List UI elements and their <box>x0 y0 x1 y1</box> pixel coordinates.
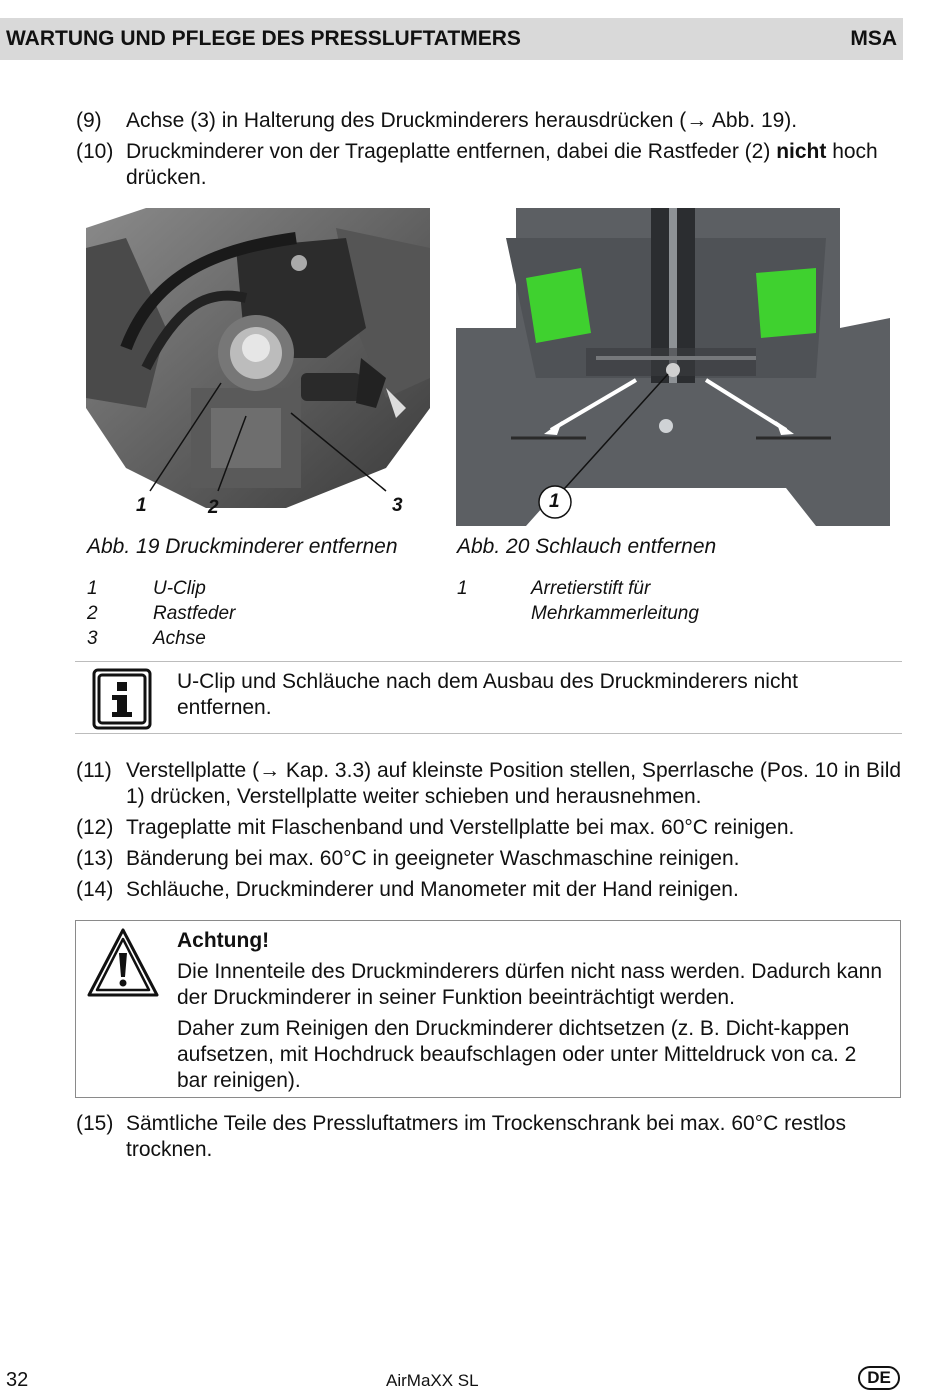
warning-icon <box>86 927 160 999</box>
legend-text: Achse <box>153 628 206 649</box>
legend-number: 3 <box>87 628 98 649</box>
figure-20-legend <box>457 576 857 628</box>
step-item <box>76 1111 902 1165</box>
legend-number: 1 <box>457 578 468 599</box>
step-number: (11) <box>76 759 112 782</box>
warning-title: Achtung! <box>177 929 270 952</box>
note-text: U-Clip und Schläuche nach dem Ausbau des Druckminderers nicht entfernen. <box>177 670 798 719</box>
divider <box>75 733 902 734</box>
step-number: (10) <box>76 140 114 163</box>
figure-19-legend <box>87 576 387 652</box>
legend-text: Rastfeder <box>153 603 236 624</box>
callout-lines <box>86 208 430 526</box>
legend-number: 2 <box>87 603 98 624</box>
step-number: (15) <box>76 1112 114 1135</box>
section-title: WARTUNG UND PFLEGE DES PRESSLUFTATMERS <box>6 27 521 50</box>
legend-text: Arretierstift für <box>531 578 651 599</box>
warning-box <box>75 920 901 1098</box>
page-header <box>0 18 903 60</box>
step-text: Trageplatte mit Flaschenband und Verstellplatte bei max. 60°C reinigen. <box>126 816 795 839</box>
step-text: Bänderung bei max. 60°C in geeigneter Waschmaschine reinigen. <box>126 847 740 870</box>
step-text: Druckminderer von der Trageplatte entfernen, dabei die Rastfeder (2) nicht hoch drücken. <box>126 140 878 189</box>
divider <box>75 661 902 662</box>
step-number: (9) <box>76 109 102 132</box>
emphasis: nicht <box>776 140 827 163</box>
callout-label: 1 <box>549 491 560 512</box>
figure-19-caption: Abb. 19 Druckminderer entfernen <box>87 535 398 558</box>
legend-text: Mehrkammerleitung <box>531 603 699 624</box>
step-number: (12) <box>76 816 114 839</box>
page-number: 32 <box>6 1369 29 1391</box>
step-text: Sämtliche Teile des Pressluftatmers im Trockenschrank bei max. 60°C restlos trocknen. <box>126 1112 846 1161</box>
backplate-photo <box>456 208 890 526</box>
info-icon <box>92 668 152 730</box>
language-badge: DE <box>858 1366 900 1390</box>
figure-19-photo <box>86 208 430 526</box>
step-text: Achse (3) in Halterung des Druckminderers herausdrücken (→ Abb. 19). <box>126 109 798 132</box>
callout-label: 3 <box>392 495 403 516</box>
figure-20-caption: Abb. 20 Schlauch entfernen <box>457 535 717 558</box>
brand-label: MSA <box>850 27 897 50</box>
warning-paragraph: Die Innenteile des Druckminderers dürfen nicht nass werden. Dadurch kann der Druckminderer in seiner Funktion beeinträchtigt werden. <box>177 960 883 1009</box>
legend-number: 1 <box>87 578 98 599</box>
step-item <box>76 758 902 812</box>
step-text: Verstellplatte (→ Kap. 3.3) auf kleinste Position stellen, Sperrlasche (Pos. 10 in Bild 1) drücken, Verstellplatte weiter schieben und herausnehmen. <box>126 759 902 808</box>
warning-paragraph: Daher zum Reinigen den Druckminderer dichtsetzen (z. B. Dicht-kappen aufsetzen, mit Hochdruck beaufschlagen oder unter Mitteldruck von ca. 2 bar reinigen). <box>177 1017 857 1092</box>
product-model: AirMaXX SL <box>386 1371 479 1390</box>
step-number: (14) <box>76 878 114 901</box>
step-text: Schläuche, Druckminderer und Manometer mit der Hand reinigen. <box>126 878 739 901</box>
callout-label: 1 <box>136 495 147 516</box>
legend-text: U-Clip <box>153 578 206 599</box>
callout-label: 2 <box>208 497 219 518</box>
step-number: (13) <box>76 847 114 870</box>
step-item <box>76 139 902 193</box>
figure-20-photo <box>456 208 890 526</box>
